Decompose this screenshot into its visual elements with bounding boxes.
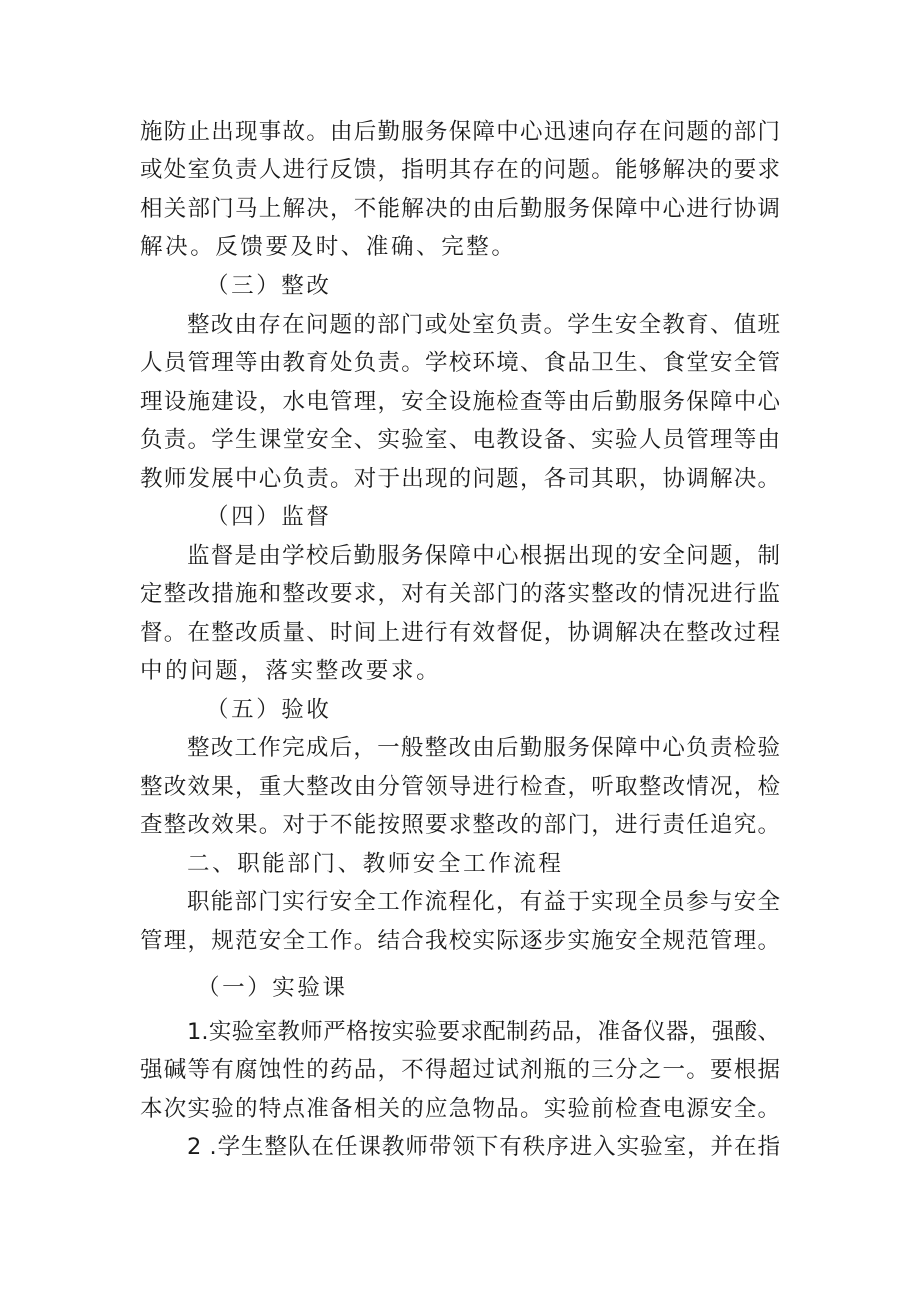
paragraph-line: 理设施建设，水电管理，安全设施检查等由后勤服务保障中心 bbox=[140, 389, 780, 415]
paragraph-line: 负责。学生课堂安全、实验室、电教设备、实验人员管理等由 bbox=[140, 427, 780, 453]
paragraph-line: 施防止出现事故。由后勤服务保障中心迅速向存在问题的部门 bbox=[140, 119, 780, 145]
paragraph-line: 相关部门马上解决，不能解决的由后勤服务保障中心进行协调 bbox=[140, 196, 780, 222]
paragraph-line: 1.实验室教师严格按实验要求配制药品，准备仪器，强酸、 bbox=[187, 1019, 780, 1045]
section-heading: （五）验收 bbox=[206, 697, 332, 723]
paragraph-line: 整改效果，重大整改由分管领导进行检查，听取整改情况，检 bbox=[140, 774, 780, 800]
paragraph-line: 查整改效果。对于不能按照要求整改的部门，进行责任追究。 bbox=[140, 812, 780, 838]
paragraph-line: 中的问题，落实整改要求。 bbox=[140, 658, 442, 684]
paragraph-line: 本次实验的特点准备相关的应急物品。实验前检查电源安全。 bbox=[140, 1096, 780, 1122]
paragraph-line: 人员管理等由教育处负责。学校环境、食品卫生、食堂安全管 bbox=[140, 350, 780, 376]
section-heading: （四）监督 bbox=[206, 504, 332, 530]
paragraph-line: 强碱等有腐蚀性的药品，不得超过试剂瓶的三分之一。要根据 bbox=[140, 1057, 780, 1083]
paragraph-line: 整改由存在问题的部门或处室负责。学生安全教育、值班 bbox=[187, 312, 780, 338]
paragraph-line: 2 .学生整队在任课教师带领下有秩序进入实验室，并在指 bbox=[187, 1134, 780, 1160]
section-heading: （一）实验课 bbox=[197, 975, 348, 1001]
paragraph-line: 整改工作完成后，一般整改由后勤服务保障中心负责检验 bbox=[187, 735, 780, 761]
paragraph-line: 解决。反馈要及时、准确、完整。 bbox=[140, 234, 517, 260]
section-heading: 二、职能部门、教师安全工作流程 bbox=[187, 851, 564, 877]
paragraph-line: 教师发展中心负责。对于出现的问题，各司其职，协调解决。 bbox=[140, 466, 780, 492]
section-heading: （三）整改 bbox=[206, 273, 332, 299]
paragraph-line: 定整改措施和整改要求，对有关部门的落实整改的情况进行监 bbox=[140, 581, 780, 607]
paragraph-line: 监督是由学校后勤服务保障中心根据出现的安全问题，制 bbox=[187, 543, 780, 569]
paragraph-line: 管理，规范安全工作。结合我校实际逐步实施安全规范管理。 bbox=[140, 928, 780, 954]
paragraph-line: 或处室负责人进行反馈，指明其存在的问题。能够解决的要求 bbox=[140, 157, 780, 183]
paragraph-line: 督。在整改质量、时间上进行有效督促，协调解决在整改过程 bbox=[140, 620, 780, 646]
paragraph-line: 职能部门实行安全工作流程化，有益于实现全员参与安全 bbox=[187, 889, 780, 915]
